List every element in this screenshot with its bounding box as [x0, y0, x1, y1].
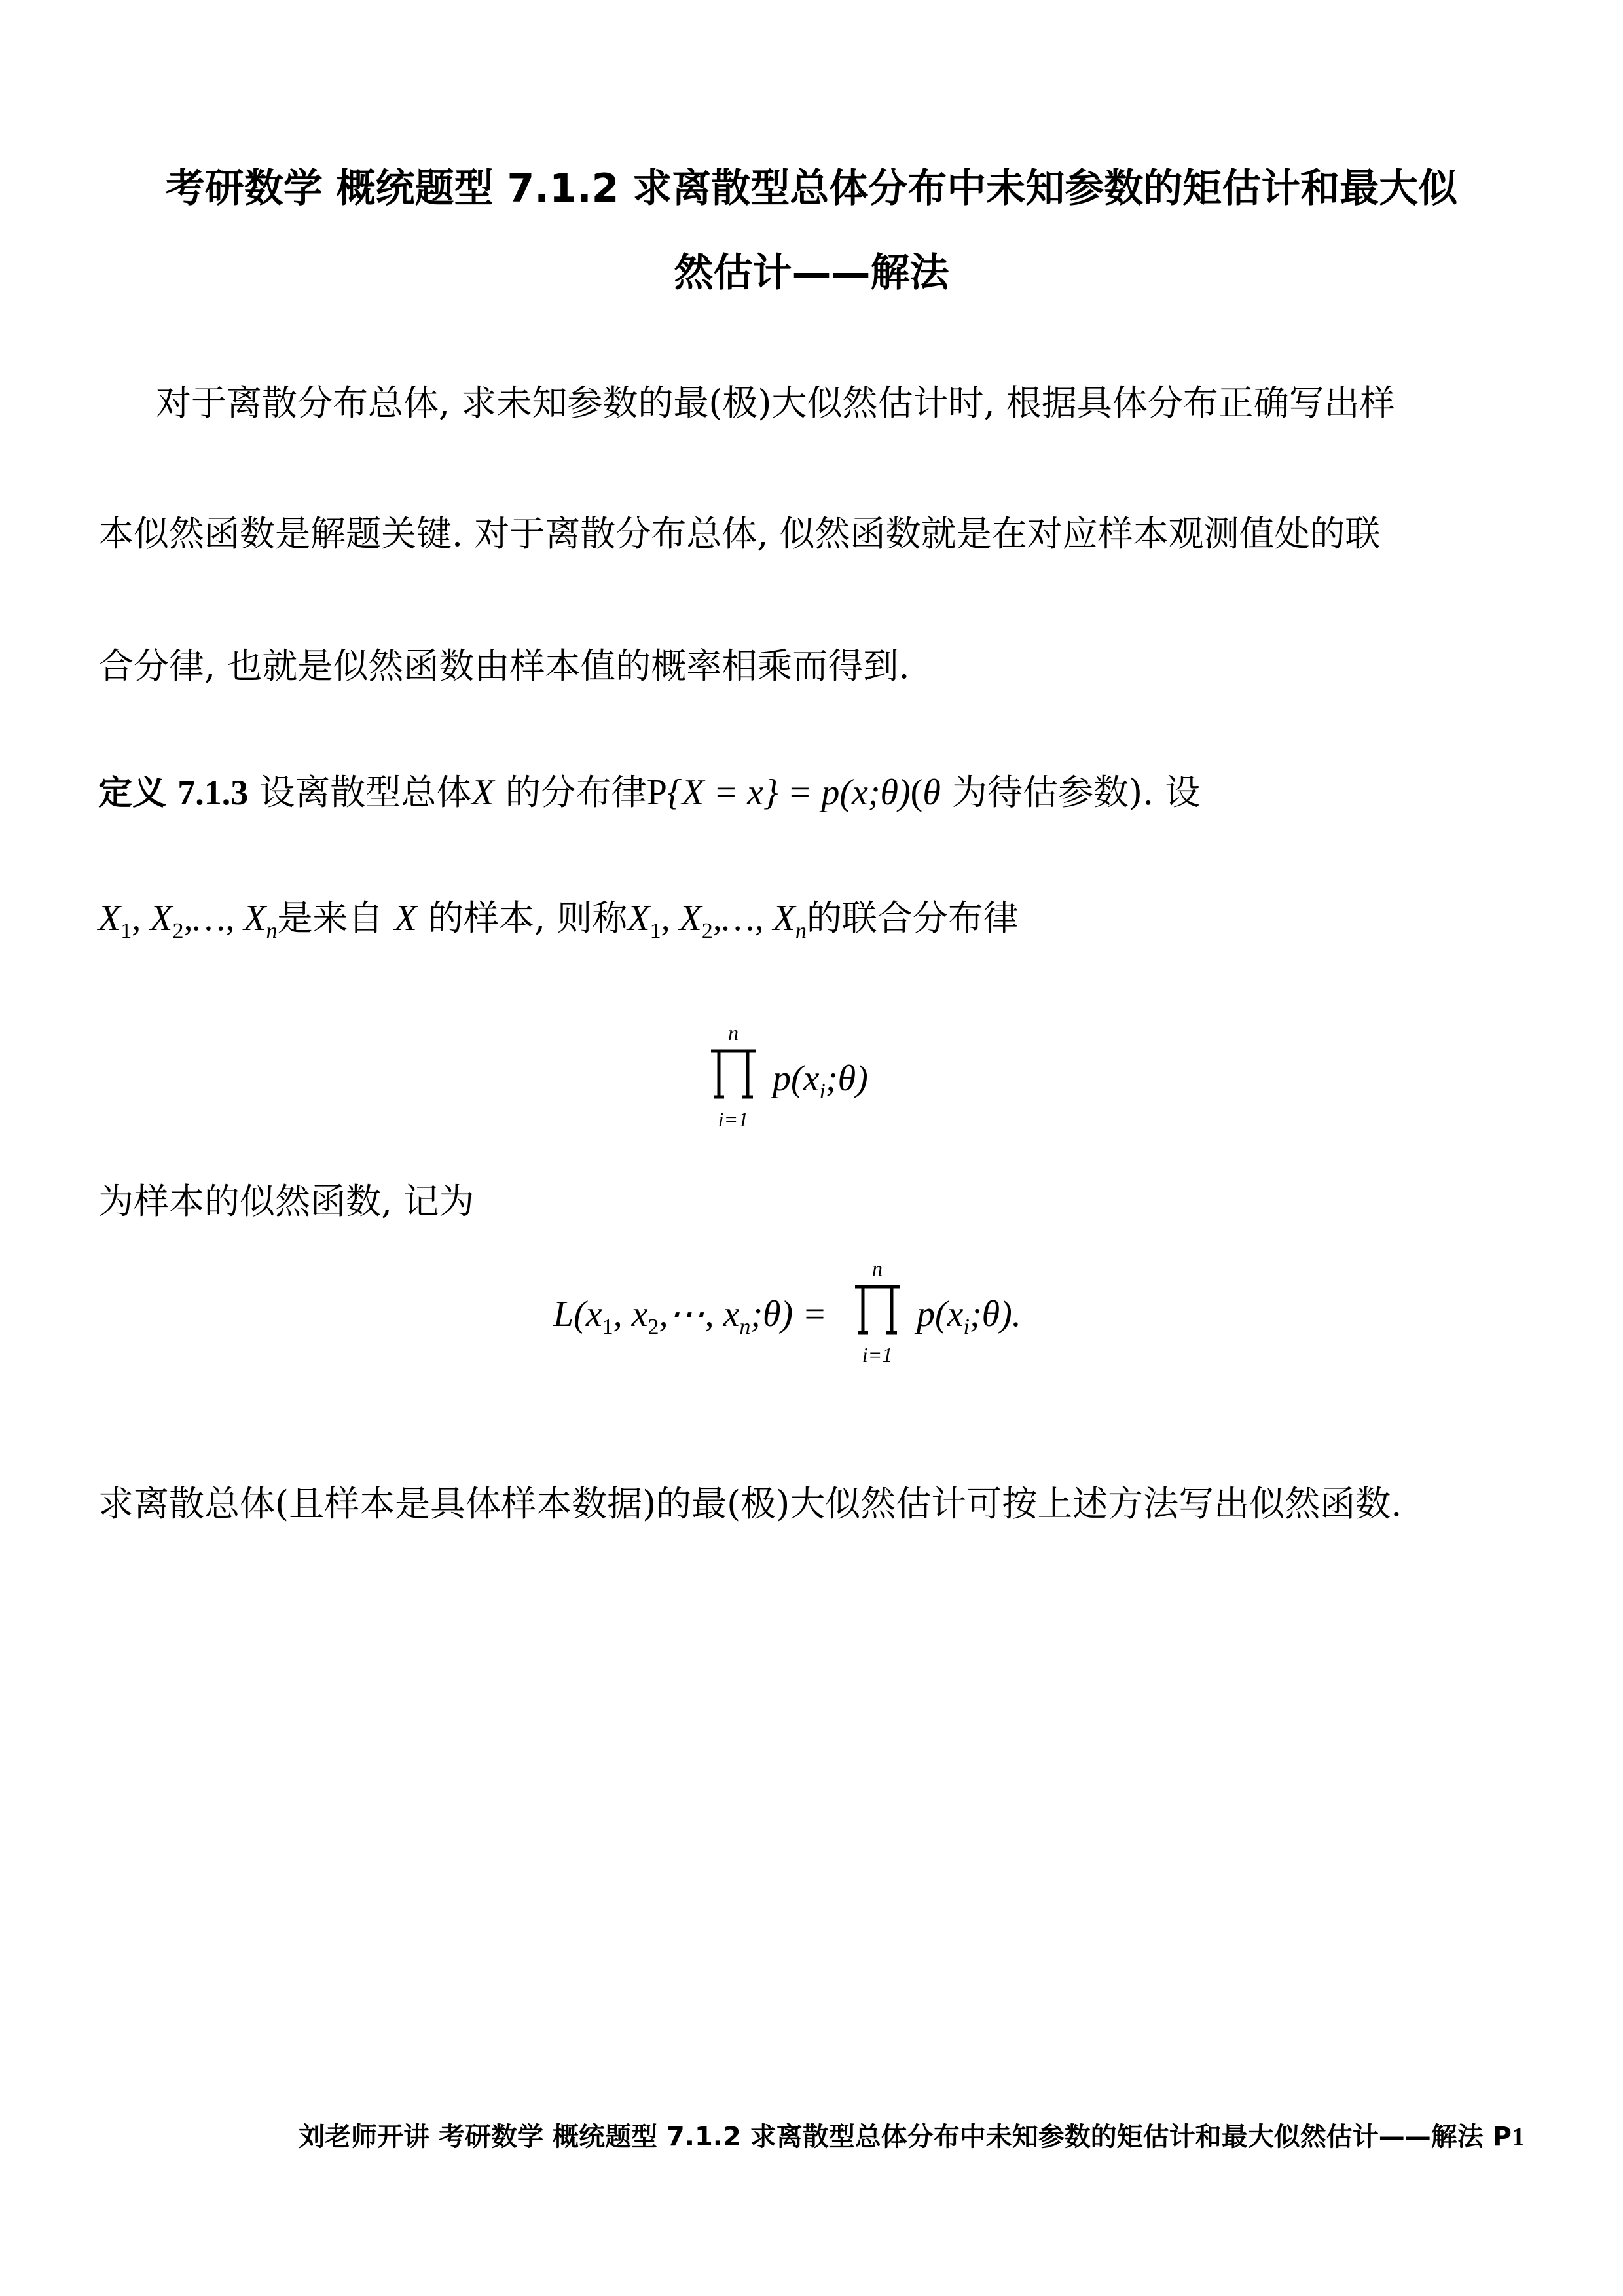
likelihood-lhs [553, 1295, 827, 1347]
definition-label: 定义 [98, 774, 167, 813]
definition-line-2 [98, 897, 1019, 950]
likelihood-product-symbol [851, 1283, 903, 1335]
footer-text: 刘老师开讲 考研数学 概统题型 7.1.2 求离散型总体分布中未知参数的矩估计和最大似然估计——解法 P [299, 2122, 1512, 2152]
likelihood-lhs-b: , x [613, 1294, 648, 1335]
product-term [773, 1059, 868, 1111]
definition-line2-var: X [394, 898, 417, 939]
closing-paragraph: 求离散总体(且样本是具体样本数据)的最(极)大似然估计可按上述方法写出似然函数. [98, 1483, 1402, 1524]
definition-prob-p: P [646, 772, 667, 813]
sample-x2-repeat-subscript: 2 [701, 919, 713, 943]
sample-xn: X [244, 898, 266, 939]
sample-x2-repeat: X [679, 898, 702, 939]
product-term-body: p(x [773, 1058, 820, 1099]
sample-x1-repeat: X [627, 898, 650, 939]
likelihood-product-lower: i=1 [862, 1343, 893, 1367]
definition-line-1 [98, 774, 1200, 812]
likelihood-lhs-sub2: 2 [647, 1315, 659, 1339]
definition-text-c: 为待估参数). 设 [952, 772, 1201, 813]
definition-paren-open: ( [910, 772, 923, 813]
likelihood-lhs-subn: n [739, 1315, 751, 1339]
product-upper-limit: n [728, 1021, 739, 1045]
likelihood-rhs-sub: i [963, 1315, 970, 1339]
product-term-tail: ;θ) [825, 1058, 868, 1099]
page-title-line-1: 考研数学 概统题型 7.1.2 求离散型总体分布中未知参数的矩估计和最大似 [165, 166, 1458, 211]
likelihood-product-upper: n [872, 1257, 883, 1280]
sample-x1: X [98, 898, 121, 939]
sample-x2: X [150, 898, 173, 939]
definition-line2-text-b: 的样本, 则称 [428, 897, 628, 939]
likelihood-lhs-d: ;θ) = [750, 1294, 827, 1335]
likelihood-formula [553, 1257, 1077, 1388]
sample-dots-repeat: ,…, [712, 898, 773, 939]
product-symbol [707, 1047, 759, 1100]
sample-x1-subscript: 1 [120, 919, 132, 943]
likelihood-rhs [917, 1295, 1021, 1347]
product-formula [707, 1021, 969, 1152]
page-title-line-2: 然估计——解法 [674, 250, 949, 296]
product-term-subscript: i [819, 1079, 826, 1103]
likelihood-lhs-a: L(x [553, 1294, 602, 1335]
sample-x1-repeat-subscript: 1 [649, 919, 661, 943]
sample-dots: ,…, [183, 898, 244, 939]
definition-pmf-expression: {X = x} = p(x;θ) [666, 772, 911, 813]
page-footer [98, 2123, 1525, 2151]
intro-paragraph-line-2: 本似然函数是解题关键. 对于离散分布总体, 似然函数就是在对应样本观测值处的联 [98, 513, 1381, 554]
likelihood-lhs-c: ,⋯, x [659, 1294, 740, 1335]
likelihood-rhs-b: ;θ). [969, 1294, 1021, 1335]
intro-paragraph-line-3: 合分律, 也就是似然函数由样本值的概率相乘而得到. [98, 645, 910, 687]
sample-xn-subscript: n [266, 919, 278, 943]
likelihood-rhs-a: p(x [917, 1294, 964, 1335]
definition-text-a: 设离散型总体 [259, 772, 472, 813]
sample-comma: , [132, 898, 151, 939]
product-lower-limit: i=1 [718, 1107, 749, 1131]
definition-number: 7.1.3 [177, 773, 249, 812]
sample-comma-repeat: , [661, 898, 680, 939]
definition-text-b: 的分布律 [505, 772, 647, 813]
footer-page-number: 1 [1512, 2122, 1525, 2151]
likelihood-lhs-sub1: 1 [602, 1315, 613, 1339]
sample-x2-subscript: 2 [172, 919, 184, 943]
definition-theta: θ [922, 772, 941, 813]
sample-xn-repeat-subscript: n [795, 919, 807, 943]
sample-xn-repeat: X [773, 898, 795, 939]
definition-line2-text-a: 是来自 [277, 897, 384, 939]
intro-paragraph-line-1: 对于离散分布总体, 求未知参数的最(极)大似然估计时, 根据具体分布正确写出样 [156, 382, 1395, 423]
definition-line2-text-c: 的联合分布律 [806, 897, 1019, 939]
likelihood-intro: 为样本的似然函数, 记为 [98, 1181, 475, 1222]
definition-var-x: X [471, 772, 494, 813]
